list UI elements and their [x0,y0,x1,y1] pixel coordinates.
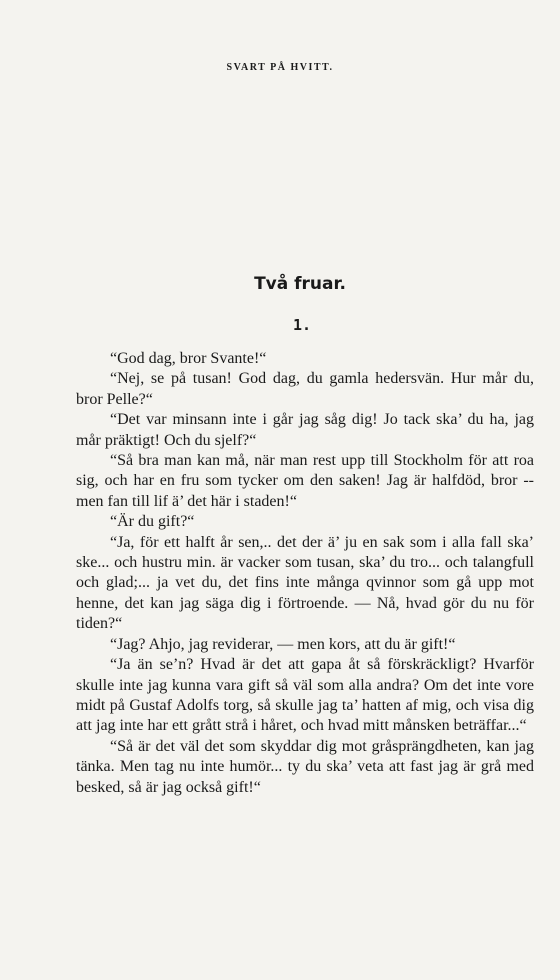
paragraph: “Så är det väl det som skyddar dig mot gråsprängdheten, kan jag tänka. Men tag nu inte humör... ty du ska’ veta att fast jag är grå med besked, så är jag också gift!“ [76,737,534,796]
paragraph: “God dag, bror Svante!“ [110,350,267,367]
paragraph: “Ja, för ett halft år sen,.. det der ä’ ju en sak som i alla fall ska’ ske... och hustru min. är vacker som tusan, ska’ du tro... och talangfull och glad;... ja vet du, det fins inte många qvinnor som gå upp mot henne, det kan jag säga dig i förtroende. — Nå, hvad gör du nu för tiden?“ [76,533,534,633]
paragraph: “Så bra man kan må, när man rest upp till Stockholm för att roa sig, och har en fru som tycker om den saken! Jag är halfdöd, bror -- men fan till lif ä’ det här i staden!“ [76,452,534,510]
body-text [76,349,534,798]
paragraph: “Det var minsann inte i går jag såg dig! Jo tack ska’ du ha, jag mår präktigt! Och du sjelf?“ [76,411,534,449]
section-number: 1. [292,316,312,334]
chapter-title: Två fruar. [254,274,346,294]
running-head: SVART PÅ HVITT. [226,62,334,73]
paragraph: “Nej, se på tusan! God dag, du gamla hedersvän. Hur mår du, bror Pelle?“ [76,370,534,408]
paragraph: “Är du gift?“ [110,513,195,531]
paragraph: “Jag? Ahjo, jag reviderar, — men kors, att du är gift!“ [110,635,456,653]
paragraph: “Ja än se’n? Hvad är det att gapa åt så förskräckligt? Hvarför skulle inte jag kunna vara gift så väl som alla andra? Om det inte vore midt på Gustaf Adolfs torg, så skulle jag ta’ hatten af mig, och visa dig att jag inte har ett grått strå i håret, och hvad mitt månsken beträffar...“ [76,656,534,735]
